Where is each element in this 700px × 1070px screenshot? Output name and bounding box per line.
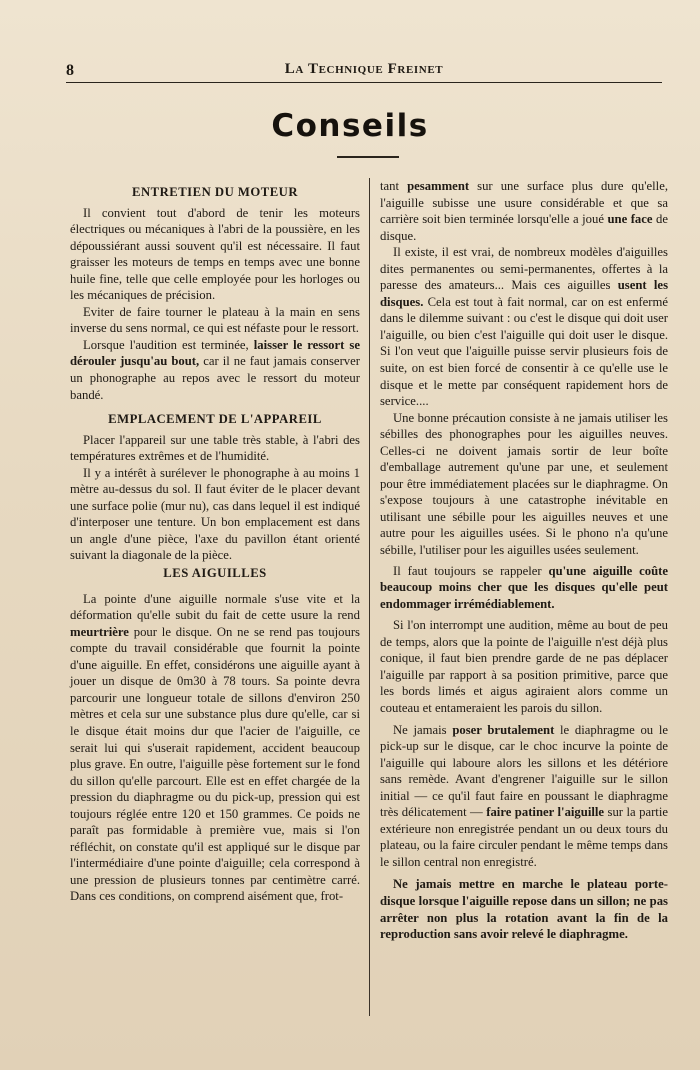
column-separator <box>369 178 370 1016</box>
bold-text: qu'une aiguille coûte beaucoup moins cher que les disques qu'elle peut endommager irrémédiablement. <box>380 563 668 611</box>
text-run: le diaphragme ou le pick-up sur le disque, car le choc incurve la pointe de l'aiguille qui laboure alors les sillons et les détériore sans remède. Avant d'engrener l'aiguille sur le sillon initial — ce qu'il faut faire en poussant le diaphragme très délicatement — <box>380 722 668 820</box>
bold-text: laisser le ressort se dérouler jusqu'au bout, <box>70 337 360 369</box>
text-run: Il faut toujours se rappeler <box>393 563 549 578</box>
paragraph: Placer l'appareil sur une table très stable, à l'abri des températures extrêmes et de l'humidité. <box>70 432 360 464</box>
paragraph <box>380 563 668 613</box>
bold-text: poser brutalement <box>452 722 555 737</box>
right-column <box>380 178 668 943</box>
heading-entretien-moteur: ENTRETIEN DU MOTEUR <box>132 185 298 199</box>
paragraph: Il convient tout d'abord de tenir les moteurs électriques ou mécaniques à l'abri de la poussière, en les dépoussiérant aussi souvent qu'il est nécessaire. Il faut graisser les moteurs de temps en temps avec une bonne huile fine, telle que celle employée pour les horloges ou les mécaniques de précision. <box>70 205 360 303</box>
paragraph: Si l'on interrompt une audition, même au bout de peu de temps, alors que la pointe de l'aiguille n'est déjà plus conique, il faut bien prendre garde de ne pas déplacer l'aiguille par rapport à sa position primitive, parce que les bords limés et aigus agiraient alors comme un couteau et entameraient les parois du sillon. <box>380 618 668 715</box>
paragraph <box>70 591 360 905</box>
text-run: La pointe d'une aiguille normale s'use vite et la déformation qu'elle subit du fait de cette usure la rend <box>70 591 360 623</box>
text-run: Lorsque l'audition est terminée, <box>83 337 254 352</box>
paragraph <box>380 244 668 409</box>
bold-text: usent les disques. <box>380 278 669 309</box>
text-run: sur une surface plus dure qu'elle, l'aiguille subisse une usure considérable et que sa carrière soit bien terminée lorsqu'elle a joué <box>380 179 668 227</box>
paragraph: Une bonne précaution consiste à ne jamais utiliser les sébilles des phonographes pour les aiguilles neuves. Celles-ci ne doivent jamais sortir de leur boîte d'emballage autrement qu'une par une, et seulement pour être immédiatement placées sur le diaphragme. On s'expose toujours à une catastrophe inévitable en utilisant une sébille pour les aiguilles neuves et une autre pour les aiguilles usées. Si le phono n'a qu'une sébille, l'utiliser pour les aiguilles usées seulement. <box>380 410 668 558</box>
text-run: Cela est tout à fait normal, car on est enfermé dans le dilemme suivant : ou c'est le disque qui doit user l'aiguille, ou bien c'est l'aiguille qui doit user le disque. Si l'on veut que l'aiguille puisse servir plusieurs fois de suite, on est bien forcé de consentir à ce qu'elle use le disque et le mette par conséquent rapidement hors de service.... <box>380 294 668 409</box>
title-rule <box>337 156 399 158</box>
page-header <box>66 60 662 83</box>
page-number: 8 <box>66 62 74 79</box>
text-run: sur la partie extérieure non enregistrée pendant un ou deux tours du plateau, ou la faire circuler pendant le même temps dans le sillon central non enregistré. <box>380 805 668 869</box>
heading-aiguilles: LES AIGUILLES <box>163 566 267 581</box>
left-column <box>70 178 360 905</box>
text-run: de disque. <box>380 212 668 243</box>
paragraph <box>380 178 668 244</box>
bold-text: une face <box>607 212 653 227</box>
text-run: Ne jamais <box>393 722 453 737</box>
running-head: La Technique Freinet <box>284 61 444 77</box>
text-run: tant <box>380 179 408 193</box>
bold-text: meurtrière <box>70 624 129 639</box>
heading-emplacement: EMPLACEMENT DE L'APPAREIL <box>108 412 322 427</box>
paragraph: Eviter de faire tourner le plateau à la main en sens inverse du sens normal, ce qui est néfaste pour le ressort. <box>70 304 360 336</box>
bold-text: pesamment <box>407 179 470 193</box>
paragraph-bold: Ne jamais mettre en marche le plateau porte-disque lorsque l'aiguille repose dans un sillon; ne pas arrêter non plus la rotation avant la fin de la reproduction sans avoir relevé le diaphragme. <box>380 877 668 942</box>
bold-text: faire patiner l'aiguille <box>486 805 605 820</box>
paragraph: Il y a intérêt à surélever le phonographe à au moins 1 mètre au-dessus du sol. Il faut éviter de le placer devant une surface polie (mur nu), cas dans lequel il est indiqué d'interposer une tenture. Un bon emplacement est dans un angle d'une pièce, l'axe du pavillon étant orienté suivant la diagonale de la pièce. <box>70 465 360 563</box>
paragraph <box>70 337 360 403</box>
text-run: pour le disque. On ne se rend pas toujours compte du travail considérable que fournit la pointe d'une aiguille. En effet, considérons une aiguille ayant à jouer un disque de 0m30 à 78 tours. Sa pointe devra parcourir une longueur totale de sillons d'environ 250 mètres et cela sur une substance plus dure qu'elle, car si le disque était moins dur que l'acier de l'aiguille, ce serait lui qui s'userait rapidement, accident beaucoup plus grave. En outre, l'aiguille pèse fortement sur le fond du sillon qu'elle parcourt. Elle est en effet chargée de la pression du diaphragme ou du pick-up, pression qui est toujours réglée entre 120 et 150 grammes. Ce poids ne paraît pas formidable à première vue, mais si l'on réfléchit, on constate qu'il est appliqué sur le disque par l'intermédiaire d'une pointe d'aiguille; cela correspond à une pression de plusieurs tonnes par centimètre carré. Dans ces conditions, on comprend aisément que, frot- <box>70 624 360 904</box>
page-title: Conseils <box>271 108 429 144</box>
text-run: Il existe, il est vrai, de nombreux modèles d'aiguilles dites permanentes ou semi-permanentes, offertes à la paresse des amateurs... Mais ces aiguilles <box>380 245 668 293</box>
text-run: car il ne faut jamais conserver un phonographe au repos avec le ressort du moteur bandé. <box>70 354 360 402</box>
paragraph <box>380 722 668 871</box>
